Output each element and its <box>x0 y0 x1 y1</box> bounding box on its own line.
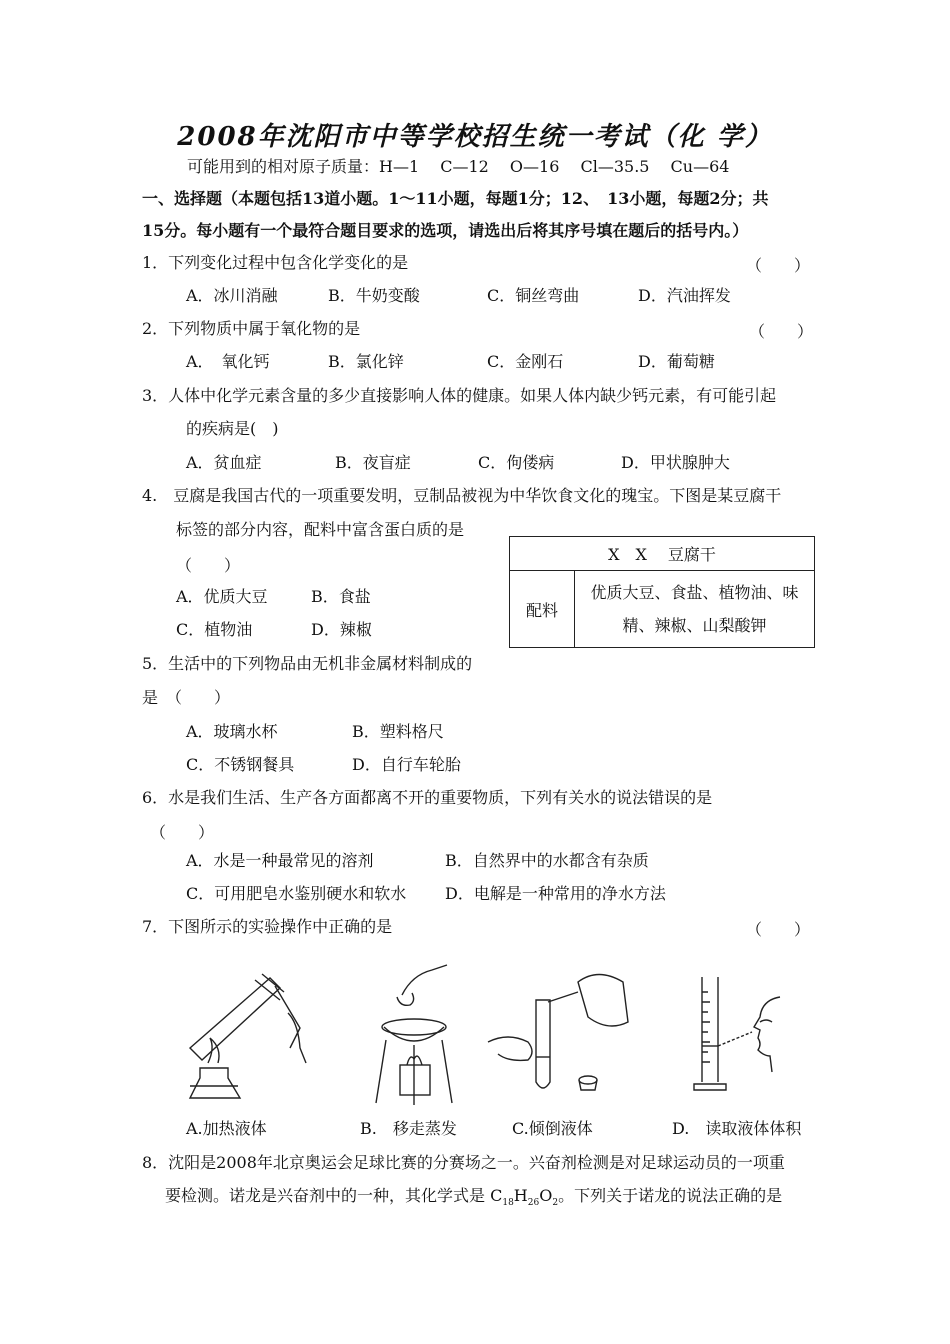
q3-option-b: B．夜盲症 <box>335 453 411 472</box>
q4-stem-line1: 4. 豆腐是我国古代的一项重要发明，豆制品被视为中华饮食文化的瑰宝。下图是某豆腐干 <box>142 486 782 505</box>
q5-option-b: B．塑料格尺 <box>352 722 444 741</box>
formula-sub-o: 2 <box>552 1198 559 1209</box>
q2-option-c: C．金刚石 <box>487 352 564 371</box>
pouring-liquid-illustration <box>478 962 643 1102</box>
q4-stem-line2: 标签的部分内容，配料中富含蛋白质的是 <box>176 520 465 539</box>
q7-stem: 7．下图所示的实验操作中正确的是 <box>142 917 393 936</box>
q3-option-d: D．甲状腺肿大 <box>621 453 730 472</box>
q4-option-c: C．植物油 <box>176 620 253 639</box>
q6-option-a: A．水是一种最常见的溶剂 <box>186 851 374 870</box>
tofu-ingredients-content <box>575 571 815 648</box>
q2-stem: 2．下列物质中属于氧化物的是 <box>142 319 361 338</box>
q7-answer-paren: （ ） <box>746 920 811 939</box>
q7-option-c: C.倾倒液体 <box>512 1119 593 1138</box>
atomic-masses: 可能用到的相对原子质量：H—1 C—12 O—16 Cl—35.5 Cu—64 <box>187 157 730 176</box>
q6-option-b: B．自然界中的水都含有杂质 <box>445 851 649 870</box>
q8-stem-line2 <box>165 1186 782 1213</box>
q4-answer-paren: （ ） <box>176 556 241 575</box>
q5-stem-line1: 5．生活中的下列物品由无机非金属材料制成的 <box>142 654 473 673</box>
formula-sub-c: 18 <box>502 1198 514 1209</box>
exam-title: 2008年沈阳市中等学校招生统一考试（化 学） <box>177 122 773 152</box>
q1-answer-paren: （ ） <box>746 256 811 275</box>
tofu-label-table <box>509 536 815 648</box>
section-heading-line2: 15分。每小题有一个最符合题目要求的选项，请选出后将其序号填在题后的括号内。） <box>142 221 749 240</box>
q7-option-b: B. 移走蒸发 <box>360 1119 457 1138</box>
q6-stem: 6．水是我们生活、生产各方面都离不开的重要物质，下列有关水的说法错误的是 <box>142 788 713 807</box>
q5-option-d: D．自行车轮胎 <box>352 755 461 774</box>
q1-stem: 1．下列变化过程中包含化学变化的是 <box>142 253 409 272</box>
q5-stem-line2: 是 （ ） <box>142 688 231 707</box>
q7-option-a: A.加热液体 <box>186 1119 267 1138</box>
section-heading-line1: 一、选择题（本题包括13道小题。1～11小题，每题1分；12、 13小题，每题2分；共 <box>142 189 769 208</box>
tofu-label-header: X X 豆腐干 <box>510 537 815 571</box>
q4-option-a: A．优质大豆 <box>176 587 268 606</box>
q5-option-a: A．玻璃水杯 <box>186 722 278 741</box>
q5-option-c: C．不锈钢餐具 <box>186 755 295 774</box>
q7-option-d: D. 读取液体体积 <box>672 1119 802 1138</box>
formula-h: H <box>513 1186 528 1205</box>
evaporating-dish-illustration <box>372 955 462 1113</box>
q1-option-a: A．冰川消融 <box>186 286 278 305</box>
q1-option-d: D．汽油挥发 <box>638 286 731 305</box>
q6-option-c: C．可用肥皂水鉴别硬水和软水 <box>186 884 407 903</box>
q3-stem-line1: 3．人体中化学元素含量的多少直接影响人体的健康。如果人体内缺少钙元素，有可能引起 <box>142 386 777 405</box>
q1-option-c: C．铜丝弯曲 <box>487 286 580 305</box>
q2-option-d: D．葡萄糖 <box>638 352 715 371</box>
q6-answer-paren: （ ） <box>150 823 215 842</box>
formula-sub-h: 26 <box>527 1198 540 1209</box>
graduated-cylinder-illustration <box>690 972 785 1092</box>
q2-answer-paren: （ ） <box>749 322 814 341</box>
q4-option-d: D．辣椒 <box>311 620 372 639</box>
q6-option-d: D．电解是一种常用的净水方法 <box>445 884 666 903</box>
q2-option-a: A． 氧化钙 <box>186 352 270 371</box>
tofu-ingredients-line1: 优质大豆、食盐、植物油、味 <box>590 583 799 602</box>
heating-liquid-illustration <box>180 968 330 1113</box>
q1-option-b: B．牛奶变酸 <box>328 286 420 305</box>
q3-option-a: A．贫血症 <box>186 453 262 472</box>
q4-option-b: B．食盐 <box>311 587 371 606</box>
q8-stem-line2-post: 。下列关于诺龙的说法正确的是 <box>558 1186 783 1205</box>
tofu-ingredients-label: 配料 <box>510 571 575 648</box>
q8-stem-line2-pre: 要检测。诺龙是兴奋剂中的一种，其化学式是 C <box>165 1186 503 1205</box>
q3-stem-line2: 的疾病是( ) <box>186 419 279 438</box>
q2-option-b: B．氯化锌 <box>328 352 404 371</box>
tofu-ingredients-line2: 精、辣椒、山梨酸钾 <box>622 616 767 635</box>
q3-option-c: C．佝偻病 <box>478 453 555 472</box>
q8-stem-line1: 8．沈阳是2008年北京奥运会足球比赛的分赛场之一。兴奋剂检测是对足球运动员的一项重 <box>142 1153 785 1172</box>
formula-o: O <box>539 1186 553 1205</box>
